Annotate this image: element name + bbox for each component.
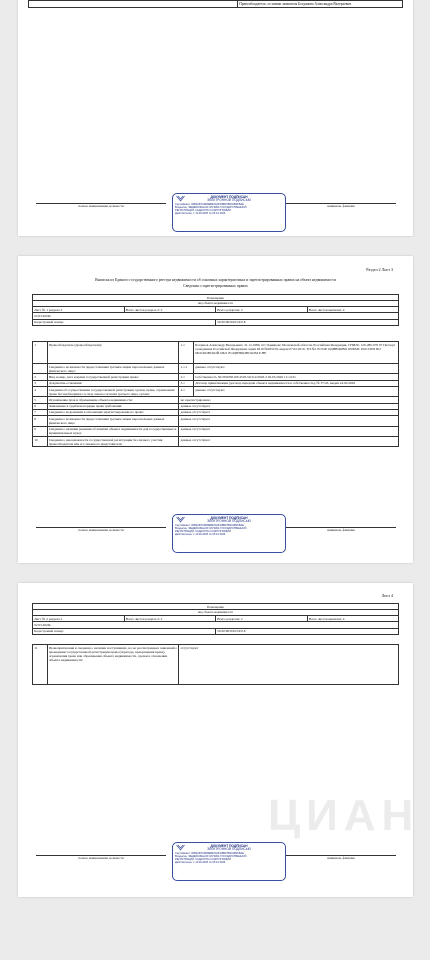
row-number: 2 <box>33 374 48 380</box>
rights-table <box>32 341 399 447</box>
cadastral-number: 50:20:0030103:4518 <box>216 319 399 325</box>
table-row <box>33 426 399 436</box>
cadastral-label: Кадастровый номер: <box>33 319 216 325</box>
row-label: Сведения об осуществлении государственной регистрации сделки, права, ограничения права без необходимого в силу закона согласия третьего лица, органа: <box>47 386 179 396</box>
sheet-info: Всего листов раздела 2: 2 <box>124 306 216 312</box>
row-value: Договор приватизации (договор передачи объекта недвижимости в собственность), № 57/43, выдан 24.02.2026 <box>194 380 399 386</box>
row-number: 10 <box>33 436 48 446</box>
row-label: Заявленные в судебном порядке права требования: <box>47 403 179 409</box>
object-name: Помещение <box>33 604 399 610</box>
watermark: ЦИАН <box>268 791 420 840</box>
row-number: 6 <box>33 403 48 409</box>
table-row <box>33 342 399 364</box>
table-row <box>33 364 399 374</box>
row-value: данные отсутствуют <box>179 403 399 409</box>
stamp-title: ДОКУМЕНТ ПОДПИСАН <box>210 843 248 848</box>
electronic-signature-stamp <box>172 514 286 553</box>
row-value: данные отсутствуют <box>194 386 399 396</box>
cadastral-number: 50:20:0030103:4518 <box>216 628 399 634</box>
sheet-info: Всего разделов: 2 <box>216 615 308 621</box>
row-label: Сведения о возражении в отношении зарегистрированного права: <box>47 409 179 415</box>
table-row <box>33 436 399 446</box>
stamp-line: Сертификат: 00B3AB7A9D8EBE7E3FD8B97B491B3FBAE <box>175 202 244 206</box>
position-caption: полное наименование должности <box>36 203 166 208</box>
row-number <box>33 364 48 374</box>
row-value: данные отсутствуют <box>179 436 399 446</box>
name-caption: инициалы, фамилия <box>286 527 396 532</box>
sheet-info: Лист № 1 раздела 2 <box>33 306 125 312</box>
header-table <box>32 603 399 635</box>
document-page-3 <box>18 583 420 897</box>
electronic-signature-stamp <box>172 842 286 881</box>
sheet-info: Всего листов выписки: 4 <box>307 615 399 621</box>
row-label: Вид, номер, дата и время государственной регистрации права: <box>47 374 179 380</box>
row-value: данные отсутствуют <box>179 416 399 426</box>
stamp-title: ДОКУМЕНТ ПОДПИСАН <box>210 194 248 199</box>
stamp-line: РЕГИСТРАЦИИ, КАДАСТРА И КАРТОГРАФИИ <box>175 857 231 861</box>
row-subnumber: 1.1 <box>179 342 194 364</box>
sheet-info: Всего листов раздела 2: 2 <box>124 615 216 621</box>
document-page-1 <box>18 0 413 236</box>
row-value: не зарегистрировано <box>179 397 399 403</box>
rosreestr-emblem-icon <box>176 195 185 202</box>
row-number: 11 <box>33 645 48 685</box>
section-subtitle: Сведения о зарегистрированных правах <box>183 284 248 288</box>
extract-date: 02.03.2026г. <box>33 313 399 319</box>
row-label: Сведения о возможности предоставления третьим лицам персональных данных физического лица: <box>47 364 179 374</box>
stamp-line: Действителен: с 11.09.2025 по 05.12.2026 <box>175 211 226 215</box>
stamp-line: Владелец: ФЕДЕРАЛЬНАЯ СЛУЖБА ГОСУДАРСТВЕННОЙ <box>175 205 247 209</box>
row-number: 3 <box>33 380 48 386</box>
sheet-info: Всего листов выписки: 4 <box>307 306 399 312</box>
row-value: Богданов Александр Валерьевич, 31.12.1980, пгт Одинцово Московской области, Российская Федерация, СНИЛС 120-280-076 97 Паспорт гражданина Российской Федерации серии 4610 №093159, выдан 07.02.2010, ТП №1 В ГОР. ОДИНЦОВО ОУФМС РОССИИ ПО МОСКОВСКОЙ ОБЛ. В ОДИНЦОВСКОМ Р-НЕ <box>194 342 399 364</box>
row-number: 4 <box>33 386 48 396</box>
stamp-line: Сертификат: 00B3AB7A9D8EBE7E3FD8B97B491B3FBAE <box>175 523 244 527</box>
stamp-line: Действителен: с 11.09.2025 по 05.12.2026 <box>175 860 226 864</box>
top-cell-text: Правообладатель: от имени заявителя Богданова Александра Валерьевич <box>238 1 403 8</box>
row-subnumber: 3.1 <box>179 380 194 386</box>
rosreestr-emblem-icon <box>176 516 185 523</box>
page-header-right: Раздел 2 Лист 3 <box>366 267 393 272</box>
row-number: 1 <box>33 342 48 364</box>
row-label: Сведения о возможности предоставления третьим лицам персональных данных физического лица <box>47 416 179 426</box>
row-label: Ограничение прав и обременение объекта недвижимости: <box>47 397 179 403</box>
row-number: 7 <box>33 409 48 415</box>
extract-date: 02.03.2026г. <box>33 622 399 628</box>
row-label: Документы-основания <box>47 380 179 386</box>
object-kind: вид объекта недвижимости <box>33 610 399 616</box>
rosreestr-emblem-icon <box>176 844 185 851</box>
row-value: Собственность 50:20:0030103:4518-50/112/2026-3 02.03.2026 11:14:31 <box>194 374 399 380</box>
name-caption: инициалы, фамилия <box>286 203 396 208</box>
electronic-signature-stamp <box>172 193 286 232</box>
row-label: Сведения о невозможности государственной регистрации без личного участия правообладателя или его законного представителя: <box>47 436 179 446</box>
row-value: данные отсутствуют <box>179 409 399 415</box>
page-header-right: Лист 4 <box>381 593 393 598</box>
object-name: Помещение <box>33 295 399 301</box>
table-row <box>33 416 399 426</box>
page1-top-table <box>28 0 403 8</box>
stamp-line: Сертификат: 00B3AB7A9D8EBE7E3FD8B97B491B3FBAE <box>175 851 244 855</box>
object-kind: вид объекта недвижимости <box>33 301 399 307</box>
stamp-subtitle: ЭЛЕКТРОННОЙ ПОДПИСЬЮ <box>206 847 252 852</box>
row-label: Правообладатель (правообладатели): <box>47 342 179 364</box>
row-subnumber: 4.1 <box>179 386 194 396</box>
stamp-line: Владелец: ФЕДЕРАЛЬНАЯ СЛУЖБА ГОСУДАРСТВЕННОЙ <box>175 854 247 858</box>
row-number: 9 <box>33 426 48 436</box>
row-label: Сведения о наличии решения об изъятии объекта недвижимости для государственных и муниципальных нужд: <box>47 426 179 436</box>
stamp-subtitle: ЭЛЕКТРОННОЙ ПОДПИСЬЮ <box>206 198 252 203</box>
claims-table <box>32 644 399 685</box>
row-subnumber: 2.1 <box>179 374 194 380</box>
cadastral-label: Кадастровый номер: <box>33 628 216 634</box>
stamp-line: Владелец: ФЕДЕРАЛЬНАЯ СЛУЖБА ГОСУДАРСТВЕННОЙ <box>175 526 247 530</box>
document-title: Выписка из Единого государственного реестра недвижимости об основных характеристиках и зарегистрированных правах на объект недвижимости <box>95 278 336 282</box>
document-page-2 <box>18 256 413 563</box>
row-value: отсутствуют <box>179 645 399 685</box>
row-number: 5 <box>33 397 48 403</box>
position-caption: полное наименование должности <box>36 855 166 860</box>
sheet-info: Лист № 2 раздела 2 <box>33 615 125 621</box>
stamp-line: Действителен: с 11.09.2025 по 05.12.2026 <box>175 532 226 536</box>
row-value: данные отсутствуют <box>179 426 399 436</box>
name-caption: инициалы, фамилия <box>286 855 396 860</box>
table-row <box>33 386 399 396</box>
sheet-info: Всего разделов: 2 <box>216 306 308 312</box>
row-value: данные отсутствуют <box>194 364 399 374</box>
stamp-subtitle: ЭЛЕКТРОННОЙ ПОДПИСЬЮ <box>206 519 252 524</box>
stamp-line: РЕГИСТРАЦИИ, КАДАСТРА И КАРТОГРАФИИ <box>175 529 231 533</box>
row-subnumber: 1.1.1 <box>179 364 194 374</box>
row-number: 8 <box>33 416 48 426</box>
stamp-title: ДОКУМЕНТ ПОДПИСАН <box>210 515 248 520</box>
row-label: Правопритязания и сведения о наличии поступивших, но не рассмотренных заявлений о проведении государственной регистрации права (перехода, прекращения права), ограничения права или обременения объекта недвижимости, сделки в отношении объекта недвижимости: <box>47 645 179 685</box>
table-row <box>33 645 399 685</box>
position-caption: полное наименование должности <box>36 527 166 532</box>
stamp-line: РЕГИСТРАЦИИ, КАДАСТРА И КАРТОГРАФИИ <box>175 208 231 212</box>
header-table <box>32 294 399 326</box>
